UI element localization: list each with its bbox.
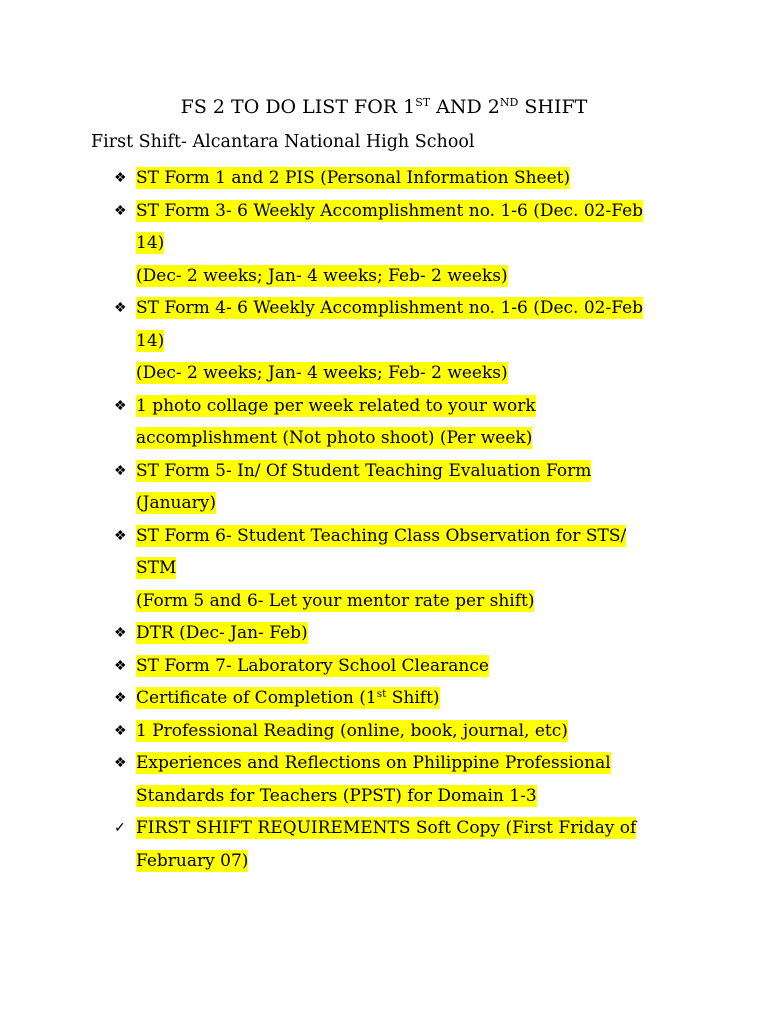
highlighted-text: ST Form 6- Student Teaching Class Observation for STS/ — [136, 525, 627, 546]
certificate-text-prefix: Certificate of Completion (1 — [136, 688, 377, 708]
item-line — [136, 195, 674, 228]
item-line — [136, 552, 674, 585]
item-line — [136, 455, 674, 488]
diamond-cross-icon: ❖ — [114, 202, 127, 219]
diamond-cross-icon: ❖ — [114, 300, 127, 316]
highlighted-text: 14) — [136, 330, 165, 351]
highlighted-text: (Dec- 2 weeks; Jan- 4 weeks; Feb- 2 weeks) — [136, 265, 508, 286]
item-line — [136, 325, 674, 358]
list-item — [114, 455, 674, 520]
highlighted-text: ST Form 1 and 2 PIS (Personal Information Sheet) — [136, 168, 571, 188]
item-line — [136, 585, 674, 618]
certificate-text-suffix: Shift) — [386, 688, 440, 708]
highlighted-text: 1 photo collage per week related to your work — [136, 395, 536, 416]
diamond-cross-icon: ❖ — [114, 657, 127, 674]
highlighted-text: FIRST SHIFT REQUIREMENTS Soft Copy (First Friday of — [136, 818, 637, 838]
list-item — [114, 390, 674, 455]
item-line — [136, 650, 674, 683]
item-line — [136, 487, 674, 520]
highlighted-text: ST Form 7- Laboratory School Clearance — [136, 655, 489, 676]
item-line — [136, 260, 674, 293]
diamond-cross-icon: ❖ — [114, 527, 127, 544]
diamond-cross-icon: ❖ — [114, 722, 127, 739]
highlighted-text: (January) — [136, 493, 216, 513]
title-prefix: FS 2 TO DO LIST FOR 1 — [180, 96, 416, 118]
list-item — [114, 292, 674, 390]
item-line — [136, 812, 674, 845]
diamond-cross-icon: ❖ — [114, 462, 127, 479]
highlighted-text: 1 Professional Reading (online, book, journal, etc) — [136, 720, 568, 741]
item-line — [136, 520, 674, 553]
page-title — [0, 94, 768, 120]
highlighted-text: ST Form 3- 6 Weekly Accomplishment no. 1-6 (Dec. 02-Feb — [136, 200, 644, 221]
certificate-superscript: st — [376, 688, 387, 700]
diamond-cross-icon: ❖ — [114, 690, 127, 706]
highlighted-text: STM — [136, 558, 177, 578]
list-item — [114, 715, 674, 748]
highlighted-text: accomplishment (Not photo shoot) (Per week) — [136, 428, 533, 448]
list-item — [114, 812, 674, 877]
diamond-cross-icon: ❖ — [114, 170, 127, 186]
highlighted-text: Experiences and Reflections on Philippine Professional — [136, 753, 611, 773]
title-suffix: SHIFT — [518, 96, 588, 118]
highlighted-text: DTR (Dec- Jan- Feb) — [136, 623, 308, 643]
title-middle: AND 2 — [430, 96, 500, 118]
list-item — [114, 682, 674, 715]
item-line — [136, 227, 674, 260]
title-superscript-1: ST — [415, 96, 431, 109]
highlighted-text: ST Form 5- In/ Of Student Teaching Evaluation Form — [136, 460, 592, 481]
item-line — [136, 357, 674, 390]
item-line — [136, 845, 674, 878]
item-line — [136, 747, 674, 780]
item-line — [136, 617, 674, 650]
list-item — [114, 617, 674, 650]
item-line — [136, 422, 674, 455]
highlighted-text: 14) — [136, 233, 165, 253]
list-item — [114, 747, 674, 812]
diamond-cross-icon: ❖ — [114, 625, 127, 641]
highlighted-text: (Dec- 2 weeks; Jan- 4 weeks; Feb- 2 weeks) — [136, 363, 508, 383]
item-line — [136, 292, 674, 325]
item-line — [136, 682, 674, 715]
check-icon: ✓ — [114, 820, 126, 836]
highlighted-text — [136, 687, 440, 709]
highlighted-text: Standards for Teachers (PPST) for Domain 1-3 — [136, 785, 537, 806]
diamond-cross-icon: ❖ — [114, 397, 127, 414]
title-superscript-2: ND — [499, 96, 519, 109]
item-line — [136, 715, 674, 748]
list-item — [114, 195, 674, 293]
highlighted-text: February 07) — [136, 850, 249, 871]
item-line — [136, 390, 674, 423]
diamond-cross-icon: ❖ — [114, 755, 127, 771]
section-heading: First Shift- Alcantara National High School — [91, 132, 475, 152]
list-item — [114, 520, 674, 618]
todo-list — [114, 162, 674, 877]
list-item — [114, 162, 674, 195]
item-line — [136, 162, 674, 195]
highlighted-text: (Form 5 and 6- Let your mentor rate per shift) — [136, 590, 535, 611]
item-line — [136, 780, 674, 813]
highlighted-text: ST Form 4- 6 Weekly Accomplishment no. 1-6 (Dec. 02-Feb — [136, 298, 644, 318]
list-item — [114, 650, 674, 683]
